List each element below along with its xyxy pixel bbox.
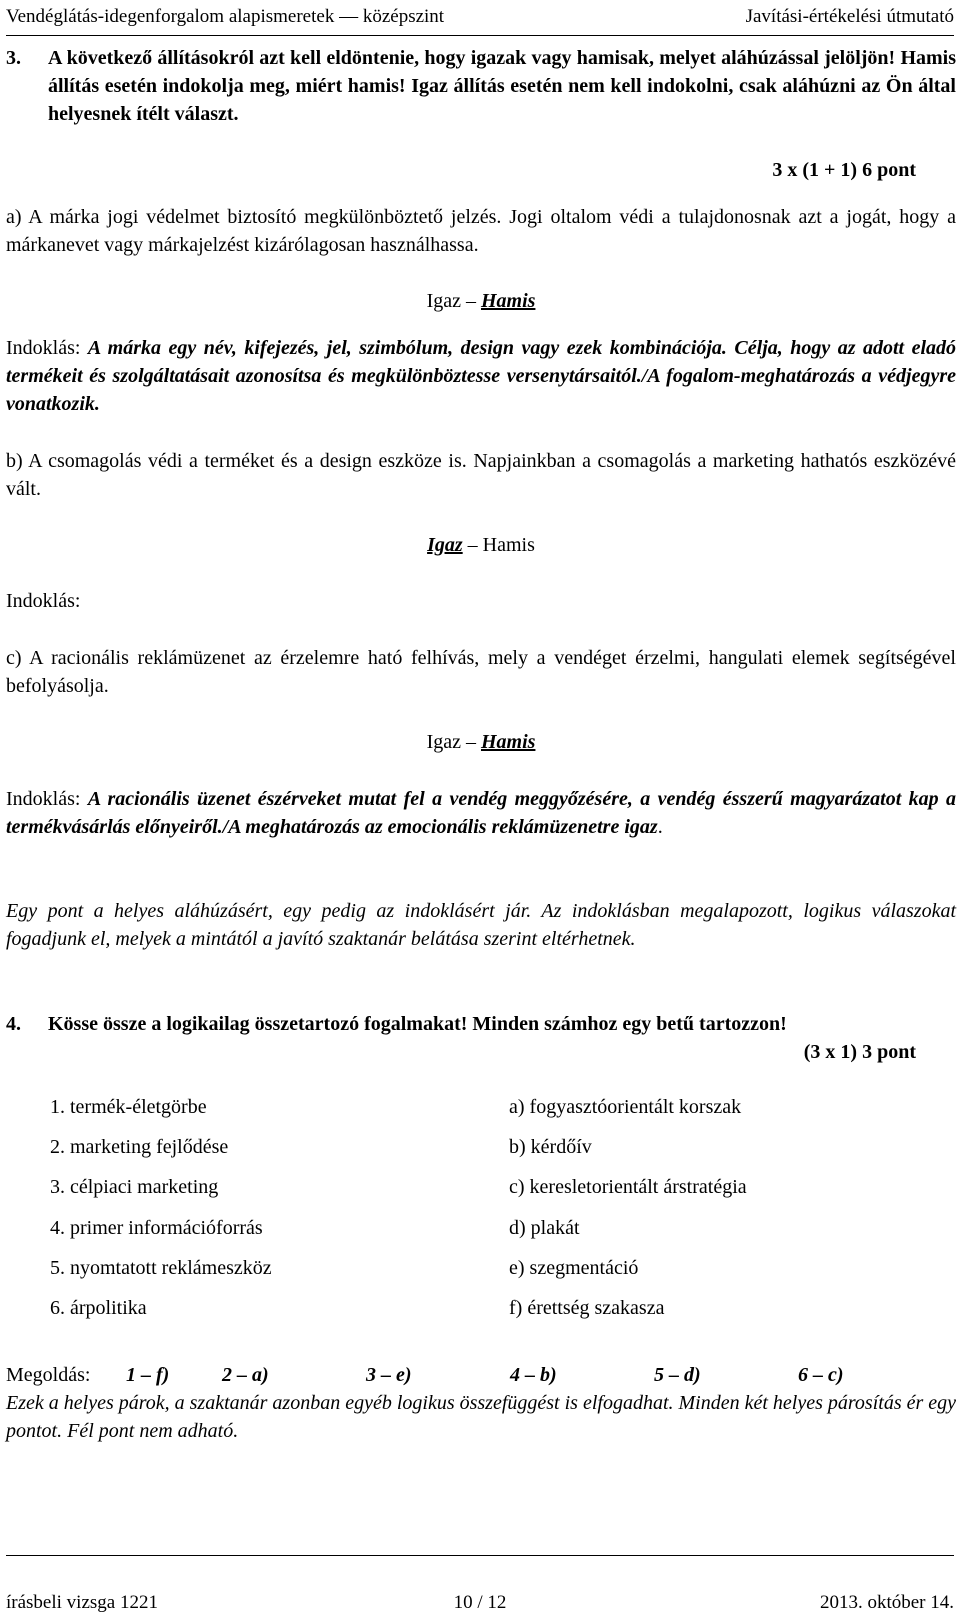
q3b-statement: b) A csomagolás védi a terméket és a design eszköze is. Napjainkban a csomagolás a marketing hathatós eszközévé vált. [6,450,956,500]
q3b-reason-label: Indoklás: [6,590,81,612]
q3b-true-selected: Igaz [427,534,463,556]
q4-solution-label: Megoldás: [6,1364,91,1386]
q4-solution: 3 – e) [366,1364,412,1386]
q3c-reason-text: A racionális üzenet észérveket mutat fel a vendég meggyőzésére, a vendég ésszerű magyarázatot kap a termékvásárlás előnyeiről./A meghatározás az emocionális reklámüzenetre igaz [6,788,957,838]
q4-number: 4. [6,1013,21,1035]
q3c-statement: c) A racionális reklámüzenet az érzelemre ható felhívás, mely a vendéget érzelmi, hangulati elemek segítségével befolyásolja. [6,647,956,697]
q3-number: 3. [6,47,21,69]
q4-scoring-note: Ezek a helyes párok, a szaktanár azonban egyéb logikus összefüggést is elfogadhat. Minden két helyes párosítás ér egy pontot. Fél pont nem adható. [6,1392,957,1442]
q4-solution-row [6,1361,956,1389]
header-rule [6,35,954,36]
q3-instruction: A következő állításokról azt kell eldöntenie, hogy igazak vagy hamisak, melyet aláhúzással jelöljön! Hamis állítás esetén indokolja meg, miért hamis! Igaz állítás esetén nem kell indokolni, csak aláhúzni az Ön által helyesnek ítélt választ. [48,47,956,125]
q4-right-item: e) szegmentáció [509,1257,639,1279]
q3a-true: Igaz [426,290,461,312]
header-subtitle: Javítási-értékelési útmutató [745,6,954,27]
q3c-reason: Indoklás: A racionális üzenet észérveket mutat fel a vendég meggyőzésére, a vendég ésszerű magyarázatot kap a termékvásárlás előnyeiről./A meghatározás az emocionális reklámüzenetre igaz. [6,788,957,838]
q3c-false-selected: Hamis [480,731,536,753]
q4-right-item: c) keresletorientált árstratégia [509,1176,747,1198]
q3a-answer: Igaz – Hamis [426,290,536,312]
q4-right-item: b) kérdőív [509,1136,592,1158]
q3a-reason [6,334,956,418]
q3-points: 3 x (1 + 1) 6 pont [772,159,916,181]
q4-left-item: 4. primer információforrás [50,1217,263,1239]
footer-page-number: 10 / 12 [453,1592,507,1613]
q4-left-item: 1. termék-életgörbe [50,1096,207,1118]
q3a-reason-text: A márka egy név, kifejezés, jel, szimbólum, design vagy ezek kombinációja. Célja, hogy az adott eladó termékeit és szolgáltatásait azonosítsa és megkülönböztesse versenytársaitól./A fogalom-meghatározás a védjegyre vonatkozik. [6,337,957,415]
q4-instruction: Kösse össze a logikailag összetartozó fogalmakat! Minden számhoz egy betű tartozzon! [48,1013,787,1035]
footer-exam-id: írásbeli vizsga 1221 [6,1592,158,1613]
q3c-reason-label: Indoklás: [6,788,81,810]
q3b-answer: Igaz – Hamis [427,534,535,556]
q3c-true: Igaz [426,731,461,753]
q4-right-item: a) fogyasztóorientált korszak [509,1096,742,1118]
q4-left-item: 5. nyomtatott reklámeszköz [50,1257,272,1279]
q4-left-item: 3. célpiaci marketing [50,1176,219,1198]
q3c-answer: Igaz – Hamis [426,731,536,753]
q4-points: (3 x 1) 3 pont [803,1041,916,1063]
q4-left-item: 2. marketing fejlődése [50,1136,229,1158]
q3a-reason-label: Indoklás: [6,337,81,359]
header-title: Vendéglátás-idegenforgalom alapismeretek — középszint [6,6,445,27]
q4-solution: 6 – c) [798,1364,844,1386]
q4-solution: 2 – a) [222,1364,269,1386]
page-header [6,2,954,32]
q4-right-item: d) plakát [509,1217,580,1239]
q4-solution: 4 – b) [510,1364,557,1386]
footer-date: 2013. október 14. [819,1592,954,1613]
q3-scoring-note: Egy pont a helyes aláhúzásért, egy pedig az indoklásért jár. Az indoklásban megalapozott, logikus válaszokat fogadjunk el, melyek a mintától a javító szaktanár belátása szerint eltérhetnek. [6,900,956,950]
q3b-false: Hamis [482,534,535,556]
q4-solution: 1 – f) [126,1364,170,1386]
page-footer [6,1590,954,1616]
q4-left-item: 6. árpolitika [50,1297,147,1319]
q4-solution: 5 – d) [654,1364,701,1386]
q3a-statement: a) A márka jogi védelmet biztosító megkülönböztető jelzés. Jogi oltalom védi a tulajdonosnak azt a jogát, hogy a márkanevet vagy márkajelzést kizárólagosan használhassa. [6,206,956,256]
q3a-false-selected: Hamis [480,290,536,312]
footer-rule [6,1555,954,1556]
q4-right-item: f) érettség szakasza [509,1297,665,1319]
